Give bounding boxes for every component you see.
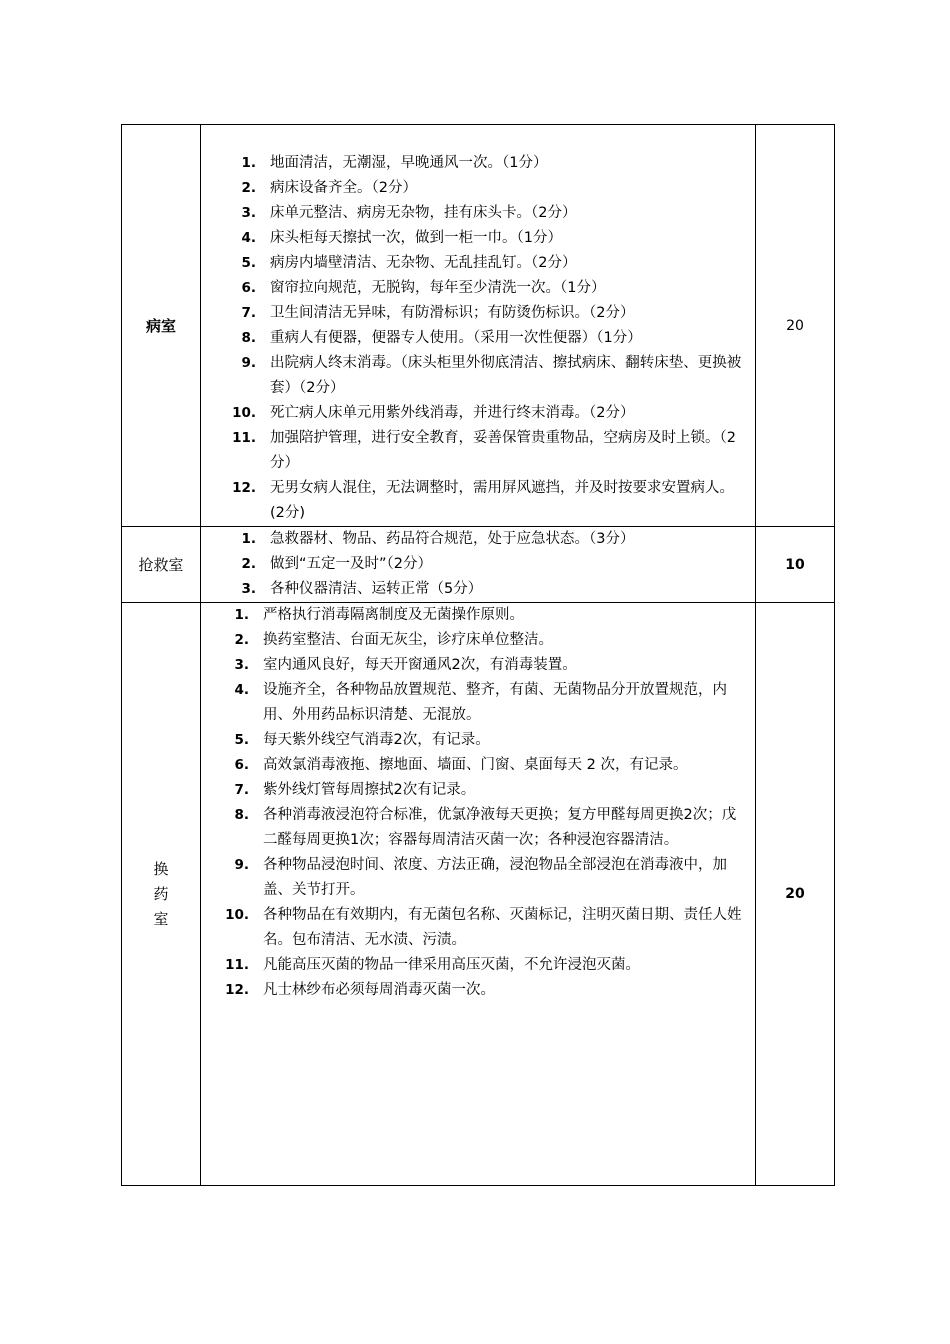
item-number: 7. [234, 782, 249, 798]
item-text: 病床设备齐全。（2分） [270, 180, 417, 196]
item-number: 10. [225, 907, 249, 923]
criteria-item [201, 603, 747, 628]
criteria-item [201, 577, 747, 602]
criteria-item [201, 226, 747, 251]
item-number: 4. [234, 682, 249, 698]
item-number: 9. [241, 355, 256, 371]
item-text: 死亡病人床单元用紫外线消毒，并进行终末消毒。（2分） [270, 405, 635, 421]
item-text: 加强陪护管理，进行安全教育，妥善保管贵重物品，空病房及时上锁。（2分） [270, 430, 736, 471]
item-number: 12. [225, 982, 249, 998]
criteria-list [201, 125, 755, 526]
item-text: 紫外线灯管每周擦拭2次有记录。 [263, 782, 476, 798]
item-text: 设施齐全，各种物品放置规范、整齐，有菌、无菌物品分开放置规范，内用、外用药品标识清楚、无混放。 [263, 682, 727, 723]
item-number: 8. [241, 330, 256, 346]
item-text: 重病人有便器，便器专人使用。（采用一次性便器）（1分） [270, 330, 642, 346]
item-text: 急救器材、物品、药品符合规范，处于应急状态。（3分） [270, 531, 635, 547]
criteria-item [201, 903, 747, 953]
item-text: 各种物品在有效期内，有无菌包名称、灭菌标记，注明灭菌日期、责任人姓名。包布清洁、无水渍、污渍。 [263, 907, 742, 948]
item-text: 床单元整洁、病房无杂物，挂有床头卡。（2分） [270, 205, 577, 221]
item-number: 3. [241, 581, 256, 597]
criteria-item [201, 426, 747, 476]
criteria-item [201, 401, 747, 426]
item-number: 3. [241, 205, 256, 221]
criteria-item [201, 476, 747, 526]
item-text: 室内通风良好，每天开窗通风2次，有消毒装置。 [263, 657, 577, 673]
criteria-cell [201, 527, 756, 603]
inspection-table [121, 124, 835, 1186]
criteria-item [201, 176, 747, 201]
item-number: 7. [241, 305, 256, 321]
item-text: 出院病人终末消毒。（床头柜里外彻底清洁、擦拭病床、翻转床垫、更换被套）（2分） [270, 355, 742, 396]
item-number: 6. [234, 757, 249, 773]
criteria-cell [201, 125, 756, 527]
item-text: 无男女病人混住，无法调整时，需用屏风遮挡，并及时按要求安置病人。(2分) [270, 480, 734, 521]
item-number: 12. [232, 480, 256, 496]
table-row [122, 125, 835, 527]
criteria-item [201, 552, 747, 577]
item-text: 凡能高压灭菌的物品一律采用高压灭菌，不允许浸泡灭菌。 [263, 957, 640, 973]
criteria-item [201, 201, 747, 226]
item-text: 各种仪器清洁、运转正常（5分） [270, 581, 483, 597]
item-number: 1. [241, 155, 256, 171]
item-text: 卫生间清洁无异味，有防滑标识；有防烫伤标识。（2分） [270, 305, 635, 321]
criteria-item [201, 753, 747, 778]
score-cell: 20 [756, 125, 835, 527]
criteria-list [201, 527, 755, 602]
score-cell: 20 [756, 603, 835, 1186]
item-number: 8. [234, 807, 249, 823]
criteria-item [201, 803, 747, 853]
criteria-item [201, 326, 747, 351]
criteria-item [201, 628, 747, 653]
area-name: 病室 [122, 125, 201, 527]
item-number: 1. [234, 607, 249, 623]
item-text: 病房内墙壁清洁、无杂物、无乱挂乱钉。（2分） [270, 255, 577, 271]
item-number: 5. [241, 255, 256, 271]
criteria-list [201, 603, 755, 1003]
item-text: 凡士林纱布必须每周消毒灭菌一次。 [263, 982, 495, 998]
item-number: 9. [234, 857, 249, 873]
criteria-item [201, 276, 747, 301]
item-text: 窗帘拉向规范，无脱钩，每年至少清洗一次。（1分） [270, 280, 606, 296]
item-number: 10. [232, 405, 256, 421]
item-number: 2. [241, 180, 256, 196]
area-name-char: 室 [153, 909, 169, 928]
criteria-item [201, 351, 747, 401]
item-text: 每天紫外线空气消毒2次，有记录。 [263, 732, 490, 748]
item-number: 2. [234, 632, 249, 648]
criteria-item [201, 301, 747, 326]
table-row [122, 603, 835, 1186]
criteria-item [201, 678, 747, 728]
criteria-item [201, 251, 747, 276]
criteria-item [201, 653, 747, 678]
table-row [122, 527, 835, 603]
criteria-item [201, 778, 747, 803]
item-number: 1. [241, 531, 256, 547]
criteria-item [201, 527, 747, 552]
item-number: 11. [225, 957, 249, 973]
item-text: 地面清洁，无潮湿，早晚通风一次。（1分） [270, 155, 548, 171]
item-number: 2. [241, 556, 256, 572]
item-number: 11. [232, 430, 256, 446]
item-text: 各种消毒液浸泡符合标准，优氯净液每天更换；复方甲醛每周更换2次；戊二醛每周更换1次；容器每周清洁灭菌一次；各种浸泡容器清洁。 [263, 807, 737, 848]
item-text: 高效氯消毒液拖、擦地面、墙面、门窗、桌面每天 2 次，有记录。 [263, 757, 688, 773]
item-text: 各种物品浸泡时间、浓度、方法正确，浸泡物品全部浸泡在消毒液中，加盖、关节打开。 [263, 857, 727, 898]
item-text: 换药室整洁、台面无灰尘，诊疗床单位整洁。 [263, 632, 553, 648]
area-name [122, 603, 201, 1186]
criteria-item [201, 151, 747, 176]
area-name-char: 换 [153, 859, 169, 878]
criteria-cell [201, 603, 756, 1186]
area-name: 抢救室 [122, 527, 201, 603]
item-number: 4. [241, 230, 256, 246]
criteria-item [201, 978, 747, 1003]
criteria-item [201, 728, 747, 753]
criteria-item [201, 953, 747, 978]
area-name-char: 药 [153, 884, 169, 903]
item-number: 5. [234, 732, 249, 748]
item-number: 3. [234, 657, 249, 673]
criteria-item [201, 853, 747, 903]
score-cell: 10 [756, 527, 835, 603]
item-text: 严格执行消毒隔离制度及无菌操作原则。 [263, 607, 524, 623]
item-text: 床头柜每天擦拭一次，做到一柜一巾。（1分） [270, 230, 562, 246]
item-number: 6. [241, 280, 256, 296]
item-text: 做到“五定一及时”（2分） [270, 556, 432, 572]
